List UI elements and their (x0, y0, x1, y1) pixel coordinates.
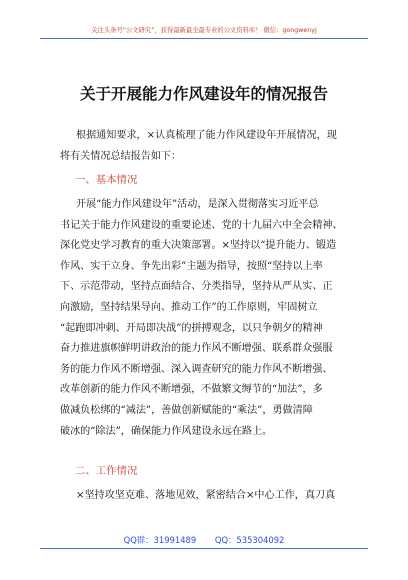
footer-qq-number: QQ：535304092 (214, 535, 285, 545)
section-heading-basic: 一、基本情况 (75, 174, 138, 186)
header-banner: 关注头条号“公文研究”，获得最新最全最专业的公文资料库！ 微信：gongwenyj (91, 27, 317, 34)
intro-paragraph (60, 126, 362, 167)
text-line: 开展“能力作风建设年”活动，是深入贯彻落实习近平总 (76, 199, 319, 210)
text-line: 书记关于能力作风建设的重要论述、党的十九届六中全会精神、 (60, 219, 343, 231)
section2-paragraph (60, 486, 362, 507)
text-line: 根据通知要求，×认真梳理了能力作风建设年开展情况，现 (76, 130, 337, 141)
text-line: 作风、实干立身、争先出彩”主题为指导，按照“坚持以上率 (60, 260, 323, 272)
document-title: 关于开展能力作风建设年的情况报告 (79, 85, 328, 103)
footer-qq-group: QQ群：31991489 (123, 535, 197, 545)
text-line: 下、示范带动，坚持点面结合、分类指导，坚持从严从实、正 (60, 281, 333, 293)
header-divider (40, 38, 368, 39)
text-line: 向激励，坚持结果导向、推动工作”的工作原则，牢固树立 (60, 301, 318, 313)
text-line: 将有关情况总结报告如下： (60, 150, 182, 162)
text-line: 做减负松绑的“减法”，善做创新赋能的“乘法”，勇做清障 (60, 404, 313, 416)
text-line: 改革创新的能力作风不断增强，不做繁文缛节的“加法”，多 (60, 384, 323, 396)
text-line: “起跑即冲刺、开局即决战”的拼搏观念，以只争朝夕的精神 (60, 322, 323, 334)
text-line: 破冰的“除法”，确保能力作风建设永远在路上。 (60, 425, 273, 437)
footer-divider (40, 548, 368, 549)
footer-contact (0, 534, 408, 546)
text-line: ×坚持攻坚克难、落地见效，紧密结合×中心工作，真刀真 (76, 490, 336, 501)
text-line: 务的能力作风不断增强、深入调查研究的能力作风不断增强、 (60, 363, 333, 375)
section1-paragraph (60, 195, 362, 442)
section-heading-work: 二、工作情况 (75, 465, 138, 477)
text-line: 深化党史学习教育的重大决策部署。×坚持以“提升能力、锻造 (60, 240, 337, 252)
text-line: 奋力推进旗帜鲜明讲政治的能力作风不断增强、联系群众强服 (60, 343, 333, 355)
